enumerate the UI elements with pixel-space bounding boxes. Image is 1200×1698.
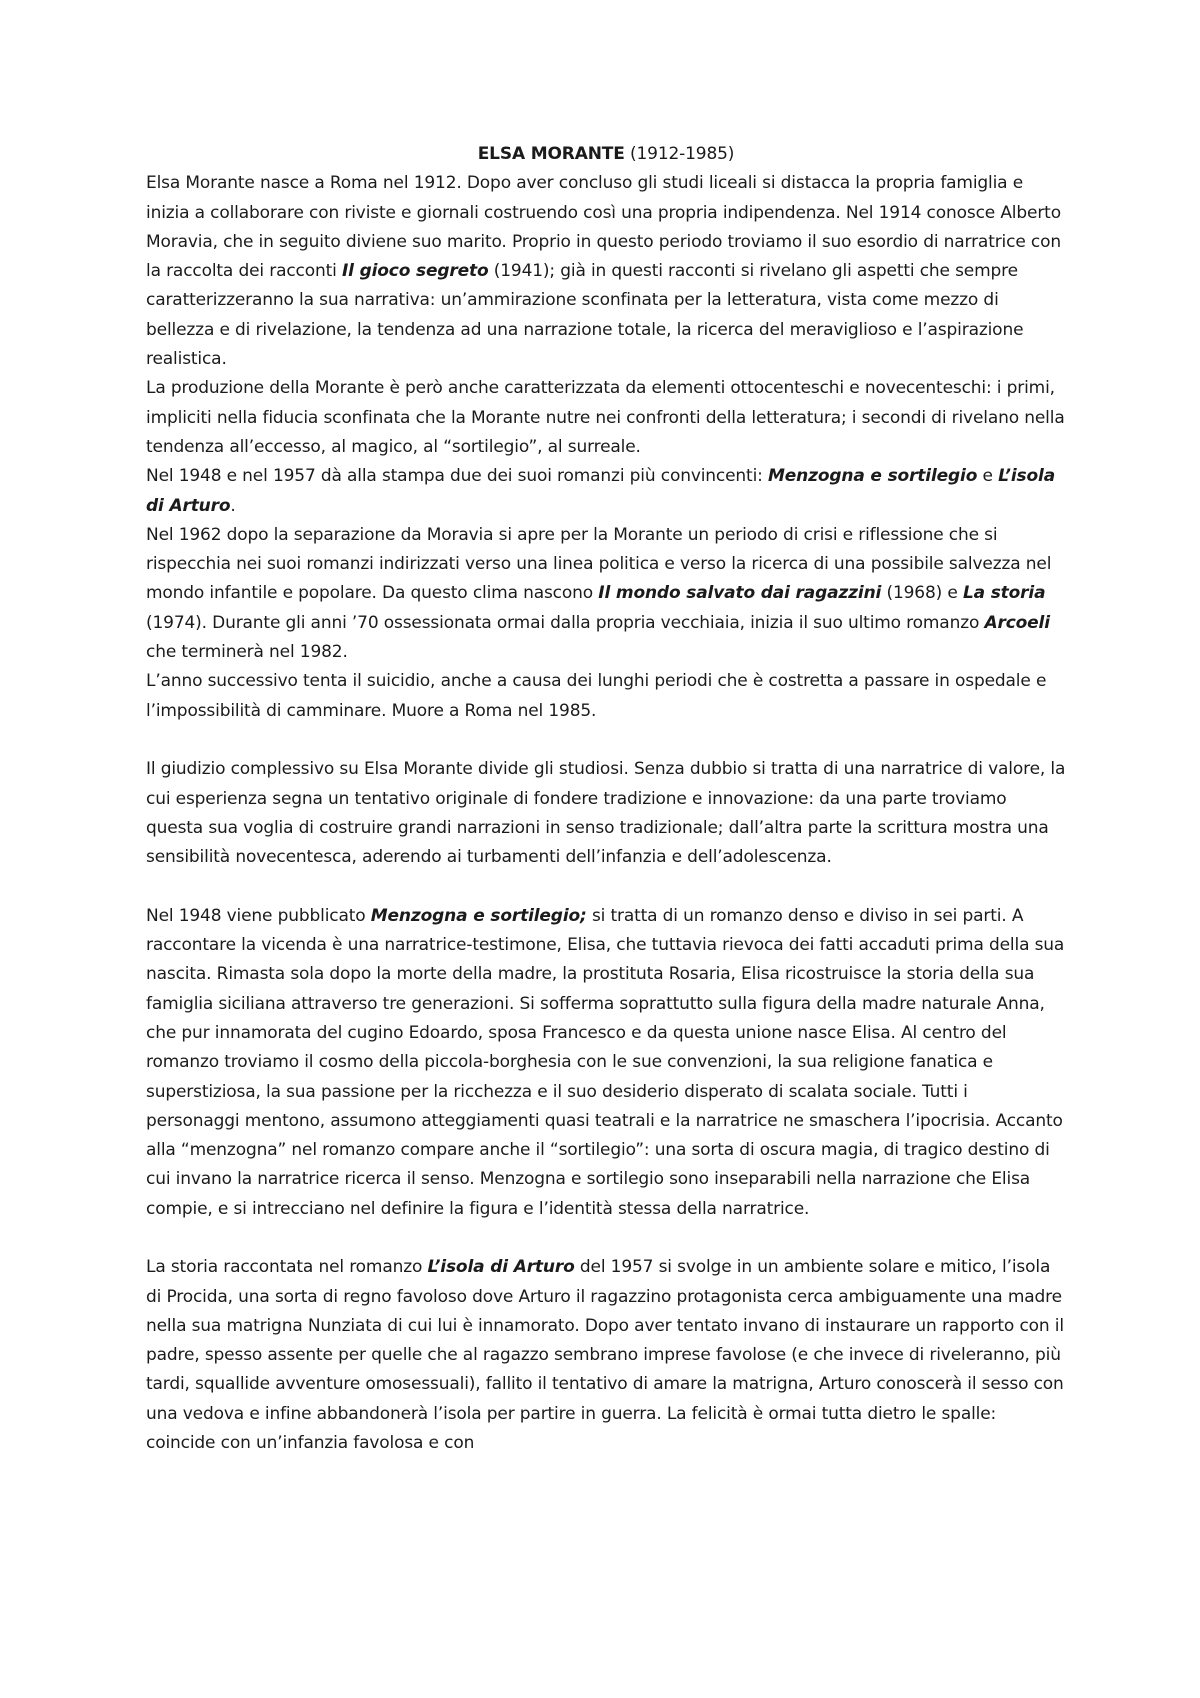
paragraph-crisis: Nel 1962 dopo la separazione da Moravia si apre per la Morante un periodo di crisi e riflessione che si rispecchia nei suoi romanzi indirizzati verso una linea politica e verso la ricerca di una possibile salvezza nel mondo infantile e popolare. Da questo clima nascono Il mondo salvato dai ragazzini (1968) e La storia (1974). Durante gli anni ’70 ossessionata ormai dalla propria vecchiaia, inizia il suo ultimo romanzo Arcoeli che terminerà nel 1982. <box>146 524 1052 663</box>
document-title <box>146 140 1066 169</box>
paragraph-biography-intro: Elsa Morante nasce a Roma nel 1912. Dopo aver concluso gli studi liceali si distacca la propria famiglia e inizia a collaborare con riviste e giornali costruendo così una propria indipendenza. Nel 1914 conosce Alberto Moravia, che in seguito diviene suo marito. Proprio in questo periodo troviamo il suo esordio di narratrice con la raccolta dei racconti Il gioco segreto (1941); già in questi racconti si rivelano gli aspetti che sempre caratterizzeranno la sua narrativa: un’ammirazione sconfinata per la letteratura, vista come mezzo di bellezza e di rivelazione, la tendenza ad una narrazione totale, la ricerca del meraviglioso e l’aspirazione realistica. <box>146 173 1061 370</box>
paragraph-arturo: La storia raccontata nel romanzo L’isola di Arturo del 1957 si svolge in un ambiente solare e mitico, l’isola di Procida, una sorta di regno favoloso dove Arturo il ragazzino protagonista cerca ambiguamente una madre nella sua matrigna Nunziata di cui lui è innamorato. Dopo aver tentato invano di instaurare un rapporto con il padre, spesso assente per quelle che al ragazzo sembrano imprese favolose (e che invece di riveleranno, più tardi, squallide avventure omosessuali), fallito il tentativo di amare la matrigna, Arturo conoscerà il sesso con una vedova e infine abbandonerà l’isola per partire in guerra. La felicità è ormai tutta dietro le spalle: coincide con un’infanzia favolosa e con <box>146 1257 1064 1454</box>
title-dates: (1912-1985) <box>630 144 735 164</box>
document-page <box>146 140 1066 1458</box>
work-title: Menzogna e sortilegio; <box>370 905 587 926</box>
paragraph-spacer <box>146 726 1066 755</box>
title-name: ELSA MORANTE <box>477 144 625 164</box>
work-title: Il gioco segreto <box>341 261 489 282</box>
work-title: L’isola di Arturo <box>427 1257 575 1278</box>
paragraph-production: La produzione della Morante è però anche caratterizzata da elementi ottocenteschi e novecenteschi: i primi, impliciti nella fiducia sconfinata che la Morante nutre nei confronti della letteratura; i secondi di rivelano nella tendenza all’eccesso, al magico, al “sortilegio”, al surreale. <box>146 378 1065 457</box>
work-title: L’isola di Arturo <box>146 466 1056 516</box>
paragraph-menzogna: Nel 1948 viene pubblicato Menzogna e sortilegio; si tratta di un romanzo denso e diviso in sei parti. A raccontare la vicenda è una narratrice-testimone, Elisa, che tuttavia rievoca dei fatti accaduti prima della sua nascita. Rimasta sola dopo la morte della madre, la prostituta Rosaria, Elisa ricostruisce la storia della sua famiglia siciliana attraverso tre generazioni. Si sofferma soprattutto sulla figura della madre naturale Anna, che pur innamorata del cugino Edoardo, sposa Francesco e da questa unione nasce Elisa. Al centro del romanzo troviamo il cosmo della piccola-borghesia con le sue convenzioni, la sua religione fanatica e superstiziosa, la sua passione per la ricchezza e il suo desiderio disperato di scalata sociale. Tutti i personaggi mentono, assumono atteggiamenti quasi teatrali e la narratrice ne smaschera l’ipocrisia. Accanto alla “menzogna” nel romanzo compare anche il “sortilegio”: una sorta di oscura magia, di tragico destino di cui invano la narratrice ricerca il senso. Menzogna e sortilegio sono inseparabili nella narrazione che Elisa compie, e si intrecciano nel definire la figura e l’identità stessa della narratrice. <box>146 905 1065 1219</box>
paragraph-novels: Nel 1948 e nel 1957 dà alla stampa due dei suoi romanzi più convincenti: Menzogna e sortilegio e L’isola di Arturo. <box>146 466 1056 516</box>
paragraph-death: L’anno successivo tenta il suicidio, anche a causa dei lunghi periodi che è costretta a passare in ospedale e l’impossibilità di camminare. Muore a Roma nel 1985. <box>146 671 1047 721</box>
work-title: Arcoeli <box>984 612 1050 633</box>
work-title: Il mondo salvato dai ragazzini <box>598 583 882 604</box>
paragraph-spacer <box>146 1224 1066 1253</box>
paragraph-judgement: Il giudizio complessivo su Elsa Morante divide gli studiosi. Senza dubbio si tratta di una narratrice di valore, la cui esperienza segna un tentativo originale di fondere tradizione e innovazione: da una parte troviamo questa sua voglia di costruire grandi narrazioni in senso tradizionale; dall’altra parte la scrittura mostra una sensibilità novecentesca, aderendo ai turbamenti dell’infanzia e dell’adolescenza. <box>146 759 1066 868</box>
work-title: Menzogna e sortilegio <box>767 466 978 487</box>
work-title: La storia <box>962 583 1046 604</box>
paragraph-spacer <box>146 872 1066 901</box>
